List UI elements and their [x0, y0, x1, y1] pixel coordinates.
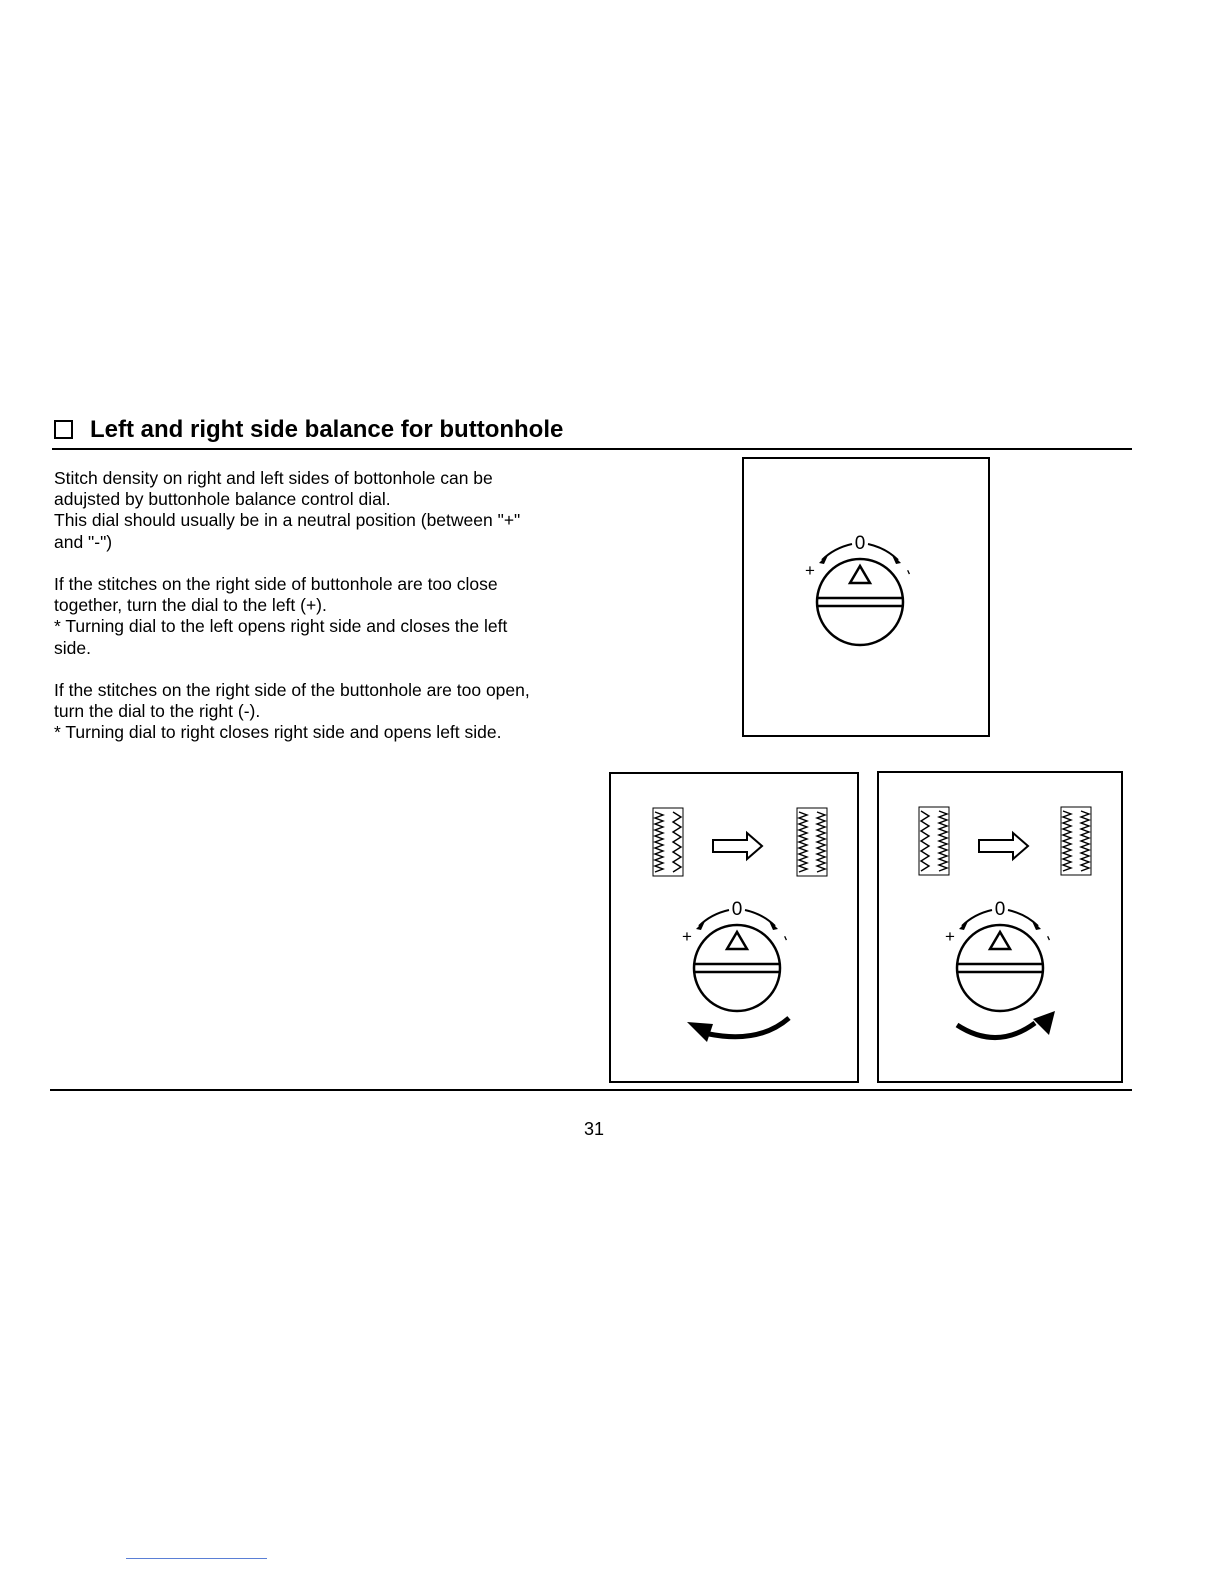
turn-left-illustration [609, 772, 861, 1084]
turn-right-illustration [877, 771, 1125, 1083]
figure-turn-left [609, 772, 861, 1084]
section-title: Left and right side balance for buttonhole [90, 416, 564, 443]
dial-zero-label: 0 [994, 899, 1006, 920]
counterclockwise-arrow-icon [687, 1018, 789, 1042]
balance-dial-icon [945, 899, 1059, 1011]
text-line: * Turning dial to the left opens right side and closes the left [54, 616, 508, 637]
paragraph-neutral-position [54, 468, 574, 553]
footer-link-line [126, 1558, 267, 1559]
arrow-right-icon [979, 833, 1028, 859]
text-line: Stitch density on right and left sides of bottonhole can be [54, 468, 493, 488]
paragraph-turn-left [54, 574, 574, 659]
stitch-too-close-icon [653, 808, 683, 876]
dial-plus-label: + [682, 927, 692, 946]
footer-divider [50, 1089, 1132, 1091]
text-line: adujsted by buttonhole balance control dial. [54, 489, 391, 510]
page-number: 31 [583, 1119, 605, 1139]
text-line: and "-") [54, 531, 113, 552]
dial-minus-label: - [1039, 931, 1060, 945]
text-line: If the stitches on the right side of buttonhole are too close [54, 574, 498, 594]
balance-dial-icon [805, 533, 919, 645]
text-line: If the stitches on the right side of the buttonhole are too open, [54, 680, 530, 700]
text-line: This dial should usually be in a neutral position (between "+" [54, 510, 521, 531]
section-header [54, 413, 1132, 449]
clockwise-arrow-icon [957, 1011, 1055, 1038]
dial-zero-label: 0 [731, 899, 743, 920]
text-line: side. [54, 637, 91, 658]
balance-dial-icon [682, 899, 796, 1011]
text-line: together, turn the dial to the left (+). [54, 595, 327, 616]
figure-neutral-dial [742, 456, 992, 738]
text-line: turn the dial to the right (-). [54, 701, 261, 722]
dial-zero-label: 0 [854, 533, 866, 554]
text-line: * Turning dial to right closes right side and opens left side. [54, 722, 502, 743]
stitch-too-open-icon [919, 807, 949, 875]
header-divider [52, 448, 1132, 450]
dial-minus-label: - [776, 931, 797, 945]
dial-plus-label: + [805, 561, 815, 580]
arrow-right-icon [713, 833, 762, 859]
instructions-text [54, 468, 574, 744]
dial-minus-label: - [899, 565, 920, 579]
dial-plus-label: + [945, 927, 955, 946]
stitch-even-icon [797, 808, 827, 876]
stitch-even-icon [1061, 807, 1091, 875]
figure-turn-right [877, 771, 1125, 1083]
neutral-dial-illustration [742, 456, 992, 738]
checkbox-icon [54, 420, 73, 439]
paragraph-turn-right [54, 680, 574, 744]
